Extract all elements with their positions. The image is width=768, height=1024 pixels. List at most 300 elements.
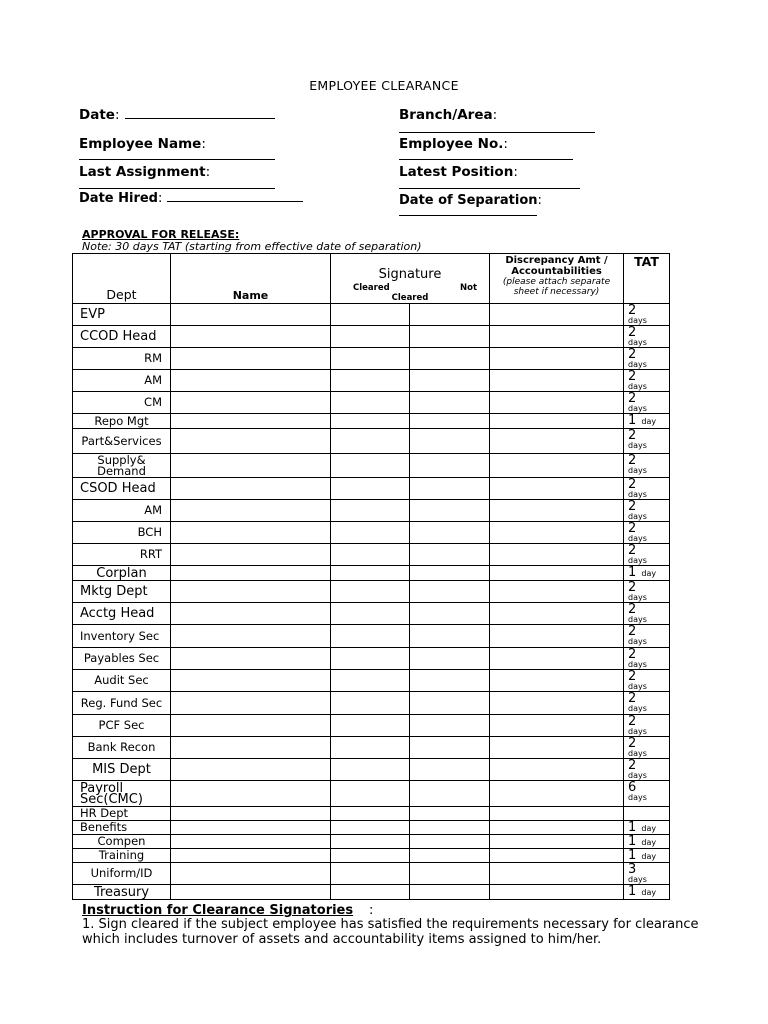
dept-cell: Part&Services xyxy=(73,429,171,454)
date-input-line[interactable] xyxy=(125,106,275,119)
name-cell[interactable] xyxy=(171,544,331,566)
name-cell[interactable] xyxy=(171,821,331,835)
signature-cleared-cell[interactable] xyxy=(331,821,410,835)
tat-number: 3 xyxy=(628,862,637,877)
discrepancy-cell[interactable] xyxy=(490,885,624,900)
header-discrepancy xyxy=(490,254,624,304)
table-row xyxy=(73,885,670,900)
branch-area-colon: : xyxy=(492,107,498,123)
tat-number: 2 xyxy=(628,453,637,468)
instructions-heading: Instruction for Clearance Signatories xyxy=(82,903,354,918)
table-row xyxy=(73,821,670,835)
discrepancy-cell[interactable] xyxy=(490,670,624,692)
tat-cell xyxy=(624,737,670,759)
dept-cell: Corplan xyxy=(73,566,171,581)
tat-unit: days xyxy=(628,727,647,736)
name-cell[interactable] xyxy=(171,326,331,348)
table-row xyxy=(73,429,670,454)
employee-name-label: Employee Name xyxy=(79,136,202,152)
dept-cell: AM xyxy=(73,370,171,392)
tat-unit: days xyxy=(628,682,647,691)
name-cell[interactable] xyxy=(171,522,331,544)
signature-not-cleared-cell[interactable] xyxy=(410,781,490,807)
table-row xyxy=(73,849,670,863)
employee-no-colon: : xyxy=(503,136,508,152)
dept-cell: BCH xyxy=(73,522,171,544)
table-row xyxy=(73,522,670,544)
employee-no-field xyxy=(399,133,508,152)
dept-cell: Mktg Dept xyxy=(73,581,171,603)
name-cell[interactable] xyxy=(171,863,331,885)
tat-unit: days xyxy=(628,556,647,565)
header-tat: TAT xyxy=(624,254,670,304)
signature-cleared-cell[interactable] xyxy=(331,807,410,821)
table-row xyxy=(73,692,670,715)
dept-cell: Treasury xyxy=(73,885,171,900)
tat-unit: days xyxy=(628,466,647,475)
tat-cell xyxy=(624,304,670,326)
signature-not-cleared-cell[interactable] xyxy=(410,478,490,500)
tat-unit: days xyxy=(628,749,647,758)
header-signature-sub xyxy=(331,284,489,293)
tat-number: 1 xyxy=(628,565,637,580)
tat-cell xyxy=(624,522,670,544)
latest-position-label: Latest Position xyxy=(399,164,514,180)
header-signature-label: Signature xyxy=(378,267,442,282)
table-row xyxy=(73,500,670,522)
dept-cell: RM xyxy=(73,348,171,370)
signature-cleared-cell[interactable] xyxy=(331,370,410,392)
signature-not-cleared-cell[interactable] xyxy=(410,522,490,544)
tat-unit: days xyxy=(628,512,647,521)
signature-not-cleared-cell[interactable] xyxy=(410,885,490,900)
signature-cleared-cell[interactable] xyxy=(331,648,410,670)
name-cell[interactable] xyxy=(171,835,331,849)
name-cell[interactable] xyxy=(171,348,331,370)
discrepancy-cell[interactable] xyxy=(490,759,624,781)
discrepancy-cell[interactable] xyxy=(490,781,624,807)
discrepancy-cell[interactable] xyxy=(490,326,624,348)
tat-number: 2 xyxy=(628,669,637,684)
tat-cell xyxy=(624,849,670,863)
date-of-separation-colon: : xyxy=(537,193,542,208)
tat-number: 2 xyxy=(628,580,637,595)
tat-unit: days xyxy=(628,490,647,499)
signature-cleared-cell[interactable] xyxy=(331,566,410,581)
signature-not-cleared-cell[interactable] xyxy=(410,692,490,715)
table-row xyxy=(73,566,670,581)
name-cell[interactable] xyxy=(171,715,331,737)
table-row xyxy=(73,670,670,692)
table-row xyxy=(73,781,670,807)
tat-cell xyxy=(624,715,670,737)
tat-unit: days xyxy=(628,534,647,543)
instructions-colon: : xyxy=(369,903,374,918)
tat-cell xyxy=(624,625,670,648)
clearance-rows xyxy=(73,304,670,900)
name-cell[interactable] xyxy=(171,392,331,414)
date-label: Date xyxy=(79,107,115,123)
table-header-row xyxy=(73,254,670,304)
signature-not-cleared-cell[interactable] xyxy=(410,392,490,414)
tat-cell xyxy=(624,566,670,581)
name-cell[interactable] xyxy=(171,670,331,692)
tat-unit: days xyxy=(628,441,647,450)
tat-cell xyxy=(624,544,670,566)
tat-number: 2 xyxy=(628,624,637,639)
table-row xyxy=(73,581,670,603)
date-hired-input-line[interactable] xyxy=(167,189,303,202)
table-row xyxy=(73,835,670,849)
signature-cleared-cell[interactable] xyxy=(331,304,410,326)
tat-unit: days xyxy=(628,360,647,369)
name-cell[interactable] xyxy=(171,429,331,454)
tat-unit: day xyxy=(641,569,657,578)
dept-cell: Compen xyxy=(73,835,171,849)
signature-cleared-cell[interactable] xyxy=(331,849,410,863)
tat-cell xyxy=(624,885,670,900)
table-row xyxy=(73,737,670,759)
name-cell[interactable] xyxy=(171,414,331,429)
signature-cleared-cell[interactable] xyxy=(331,500,410,522)
signature-cleared-cell[interactable] xyxy=(331,414,410,429)
discrepancy-cell[interactable] xyxy=(490,581,624,603)
table-row xyxy=(73,414,670,429)
signature-cleared-cell[interactable] xyxy=(331,835,410,849)
dept-cell: CM xyxy=(73,392,171,414)
signature-cleared-cell[interactable] xyxy=(331,392,410,414)
signature-not-cleared-cell[interactable] xyxy=(410,863,490,885)
dept-cell: Uniform/ID xyxy=(73,863,171,885)
table-row xyxy=(73,370,670,392)
tat-unit: days xyxy=(628,875,647,884)
name-cell[interactable] xyxy=(171,759,331,781)
tat-number: 2 xyxy=(628,303,637,318)
employee-no-label: Employee No. xyxy=(399,136,504,152)
discrepancy-cell[interactable] xyxy=(490,737,624,759)
name-cell[interactable] xyxy=(171,603,331,625)
tat-number: 2 xyxy=(628,391,637,406)
branch-area-field xyxy=(399,104,497,123)
table-row xyxy=(73,863,670,885)
signature-cleared-cell[interactable] xyxy=(331,863,410,885)
signature-cleared-cell[interactable] xyxy=(331,670,410,692)
table-row xyxy=(73,544,670,566)
dept-cell: PCF Sec xyxy=(73,715,171,737)
tat-number: 1 xyxy=(628,848,637,863)
employee-name-input-line[interactable] xyxy=(79,159,275,160)
name-cell[interactable] xyxy=(171,454,331,478)
header-name: Name xyxy=(171,254,331,304)
signature-not-cleared-cell[interactable] xyxy=(410,304,490,326)
signature-not-cleared-cell[interactable] xyxy=(410,500,490,522)
tat-number: 2 xyxy=(628,691,637,706)
table-row xyxy=(73,759,670,781)
tat-number: 2 xyxy=(628,647,637,662)
discrepancy-cell[interactable] xyxy=(490,500,624,522)
date-of-separation-field xyxy=(399,189,542,208)
table-row xyxy=(73,326,670,348)
name-cell[interactable] xyxy=(171,478,331,500)
discrepancy-cell[interactable] xyxy=(490,304,624,326)
table-row xyxy=(73,715,670,737)
last-assignment-label: Last Assignment xyxy=(79,164,206,180)
signature-cleared-cell[interactable] xyxy=(331,692,410,715)
dept-cell: HR Dept xyxy=(73,807,171,821)
discrepancy-cell[interactable] xyxy=(490,454,624,478)
header-discrepancy-label: Discrepancy Amt / Accountabilities xyxy=(505,255,608,277)
signature-cleared-cell[interactable] xyxy=(331,737,410,759)
signature-cleared-cell[interactable] xyxy=(331,759,410,781)
tat-number: 2 xyxy=(628,347,637,362)
tat-unit: days xyxy=(628,338,647,347)
signature-not-cleared-cell[interactable] xyxy=(410,715,490,737)
signature-not-cleared-cell[interactable] xyxy=(410,370,490,392)
tat-number: 2 xyxy=(628,736,637,751)
tat-cell xyxy=(624,500,670,522)
dept-cell: Payroll Sec(CMC) xyxy=(73,781,171,807)
name-cell[interactable] xyxy=(171,566,331,581)
latest-position-field xyxy=(399,161,518,180)
tat-cell xyxy=(624,348,670,370)
signature-not-cleared-cell[interactable] xyxy=(410,737,490,759)
dept-cell: AM xyxy=(73,500,171,522)
signature-not-cleared-cell[interactable] xyxy=(410,670,490,692)
dept-cell: EVP xyxy=(73,304,171,326)
tat-unit: day xyxy=(641,838,657,847)
employee-name-field xyxy=(79,133,206,152)
branch-area-label: Branch/Area xyxy=(399,107,493,123)
tat-number: 2 xyxy=(628,602,637,617)
tat-number: 2 xyxy=(628,521,637,536)
tat-unit: days xyxy=(628,660,647,669)
discrepancy-cell[interactable] xyxy=(490,544,624,566)
tat-unit: days xyxy=(628,704,647,713)
name-cell[interactable] xyxy=(171,304,331,326)
tat-cell xyxy=(624,648,670,670)
discrepancy-cell[interactable] xyxy=(490,835,624,849)
tat-unit: day xyxy=(641,824,657,833)
tat-note: Note: 30 days TAT (starting from effective date of separation) xyxy=(82,240,422,253)
discrepancy-cell[interactable] xyxy=(490,522,624,544)
signature-not-cleared-cell[interactable] xyxy=(410,581,490,603)
header-dept: Dept xyxy=(73,254,171,304)
signature-not-cleared-cell[interactable] xyxy=(410,429,490,454)
signature-not-cleared-cell[interactable] xyxy=(410,821,490,835)
table-row xyxy=(73,304,670,326)
tat-unit: days xyxy=(628,637,647,646)
dept-cell: MIS Dept xyxy=(73,759,171,781)
tat-cell xyxy=(624,692,670,715)
tat-cell xyxy=(624,454,670,478)
tat-number: 2 xyxy=(628,428,637,443)
instructions-item-1: 1. Sign cleared if the subject employee has satisfied the requirements necessary for clearance which includes turnover of assets and accountability items assigned to him/her. xyxy=(82,917,699,947)
signature-not-cleared-cell[interactable] xyxy=(410,566,490,581)
table-row xyxy=(73,454,670,478)
employee-no-input-line[interactable] xyxy=(399,159,573,160)
signature-not-cleared-cell[interactable] xyxy=(410,603,490,625)
table-row xyxy=(73,392,670,414)
name-cell[interactable] xyxy=(171,885,331,900)
dept-cell: RRT xyxy=(73,544,171,566)
discrepancy-cell[interactable] xyxy=(490,821,624,835)
name-cell[interactable] xyxy=(171,737,331,759)
tat-cell xyxy=(624,863,670,885)
clearance-table xyxy=(72,253,670,900)
signature-cleared-cell[interactable] xyxy=(331,885,410,900)
signature-cleared-cell[interactable] xyxy=(331,544,410,566)
tat-cell xyxy=(624,392,670,414)
tat-cell xyxy=(624,414,670,429)
date-of-separation-label: Date of Separation xyxy=(399,193,538,208)
name-cell[interactable] xyxy=(171,849,331,863)
tat-cell xyxy=(624,835,670,849)
discrepancy-cell[interactable] xyxy=(490,863,624,885)
tat-number: 2 xyxy=(628,758,637,773)
discrepancy-cell[interactable] xyxy=(490,692,624,715)
table-row xyxy=(73,625,670,648)
signature-not-cleared-cell[interactable] xyxy=(410,414,490,429)
tat-unit: day xyxy=(641,852,657,861)
signature-cleared-cell[interactable] xyxy=(331,603,410,625)
dept-cell: Benefits xyxy=(73,821,171,835)
tat-unit: days xyxy=(628,382,647,391)
discrepancy-cell[interactable] xyxy=(490,370,624,392)
tat-cell xyxy=(624,478,670,500)
signature-cleared-cell[interactable] xyxy=(331,522,410,544)
name-cell[interactable] xyxy=(171,500,331,522)
date-colon: : xyxy=(114,107,120,123)
tat-unit: days xyxy=(628,771,647,780)
signature-cleared-cell[interactable] xyxy=(331,454,410,478)
tat-unit: days xyxy=(628,615,647,624)
dept-cell: Bank Recon xyxy=(73,737,171,759)
signature-not-cleared-cell[interactable] xyxy=(410,648,490,670)
dept-cell: Reg. Fund Sec xyxy=(73,692,171,715)
signature-not-cleared-cell[interactable] xyxy=(410,348,490,370)
tat-number: 6 xyxy=(628,780,637,795)
tat-unit: days xyxy=(628,404,647,413)
signature-not-cleared-cell[interactable] xyxy=(410,544,490,566)
signature-cleared-cell[interactable] xyxy=(331,781,410,807)
discrepancy-cell[interactable] xyxy=(490,625,624,648)
header-signature xyxy=(331,254,490,304)
tat-cell xyxy=(624,759,670,781)
name-cell[interactable] xyxy=(171,625,331,648)
table-row xyxy=(73,603,670,625)
signature-cleared-cell[interactable] xyxy=(331,715,410,737)
discrepancy-cell[interactable] xyxy=(490,648,624,670)
tat-number: 2 xyxy=(628,477,637,492)
date-field xyxy=(79,104,275,123)
date-of-separation-input-line[interactable] xyxy=(399,215,537,216)
table-row xyxy=(73,807,670,821)
discrepancy-cell[interactable] xyxy=(490,392,624,414)
signature-not-cleared-cell[interactable] xyxy=(410,625,490,648)
tat-cell xyxy=(624,781,670,807)
dept-cell: Acctg Head xyxy=(73,603,171,625)
dept-cell: Inventory Sec xyxy=(73,625,171,648)
latest-position-colon: : xyxy=(513,164,518,180)
dept-cell: CCOD Head xyxy=(73,326,171,348)
name-cell[interactable] xyxy=(171,781,331,807)
signature-cleared-cell[interactable] xyxy=(331,429,410,454)
header-not-cleared: Cleared xyxy=(391,293,429,303)
tat-unit: days xyxy=(628,793,647,802)
tat-cell xyxy=(624,429,670,454)
table-row xyxy=(73,348,670,370)
tat-unit: days xyxy=(628,593,647,602)
name-cell[interactable] xyxy=(171,370,331,392)
name-cell[interactable] xyxy=(171,692,331,715)
signature-not-cleared-cell[interactable] xyxy=(410,759,490,781)
name-cell[interactable] xyxy=(171,807,331,821)
discrepancy-cell[interactable] xyxy=(490,348,624,370)
tat-cell xyxy=(624,670,670,692)
tat-number: 2 xyxy=(628,325,637,340)
header-cleared: Cleared xyxy=(353,283,390,293)
tat-number: 1 xyxy=(628,834,637,849)
signature-not-cleared-cell[interactable] xyxy=(410,454,490,478)
tat-cell xyxy=(624,603,670,625)
dept-cell: CSOD Head xyxy=(73,478,171,500)
employee-name-colon: : xyxy=(201,136,206,152)
discrepancy-cell[interactable] xyxy=(490,849,624,863)
tat-unit: day xyxy=(641,417,657,426)
dept-cell: Training xyxy=(73,849,171,863)
tat-cell xyxy=(624,370,670,392)
tat-cell xyxy=(624,821,670,835)
discrepancy-cell[interactable] xyxy=(490,478,624,500)
signature-not-cleared-cell[interactable] xyxy=(410,326,490,348)
header-not: Not xyxy=(459,283,478,293)
signature-not-cleared-cell[interactable] xyxy=(410,807,490,821)
date-hired-field xyxy=(79,189,303,206)
tat-number: 2 xyxy=(628,714,637,729)
date-hired-colon: : xyxy=(158,191,163,206)
signature-not-cleared-cell[interactable] xyxy=(410,835,490,849)
tat-number: 2 xyxy=(628,543,637,558)
document-title: EMPLOYEE CLEARANCE xyxy=(309,78,459,93)
tat-unit: days xyxy=(628,316,647,325)
signature-cleared-cell[interactable] xyxy=(331,478,410,500)
name-cell[interactable] xyxy=(171,581,331,603)
dept-cell: Audit Sec xyxy=(73,670,171,692)
signature-not-cleared-cell[interactable] xyxy=(410,849,490,863)
signature-cleared-cell[interactable] xyxy=(331,581,410,603)
table-row xyxy=(73,478,670,500)
dept-cell: Repo Mgt xyxy=(73,414,171,429)
signature-cleared-cell[interactable] xyxy=(331,348,410,370)
tat-number: 2 xyxy=(628,369,637,384)
tat-number: 1 xyxy=(628,884,637,899)
tat-number: 1 xyxy=(628,820,637,835)
discrepancy-cell[interactable] xyxy=(490,807,624,821)
discrepancy-cell[interactable] xyxy=(490,429,624,454)
tat-cell xyxy=(624,581,670,603)
discrepancy-cell[interactable] xyxy=(490,414,624,429)
table-row xyxy=(73,648,670,670)
name-cell[interactable] xyxy=(171,648,331,670)
discrepancy-cell[interactable] xyxy=(490,603,624,625)
discrepancy-cell[interactable] xyxy=(490,715,624,737)
signature-cleared-cell[interactable] xyxy=(331,326,410,348)
last-assignment-field xyxy=(79,161,210,180)
tat-cell xyxy=(624,807,670,821)
signature-cleared-cell[interactable] xyxy=(331,625,410,648)
approval-heading: APPROVAL FOR RELEASE: xyxy=(82,228,240,241)
discrepancy-cell[interactable] xyxy=(490,566,624,581)
